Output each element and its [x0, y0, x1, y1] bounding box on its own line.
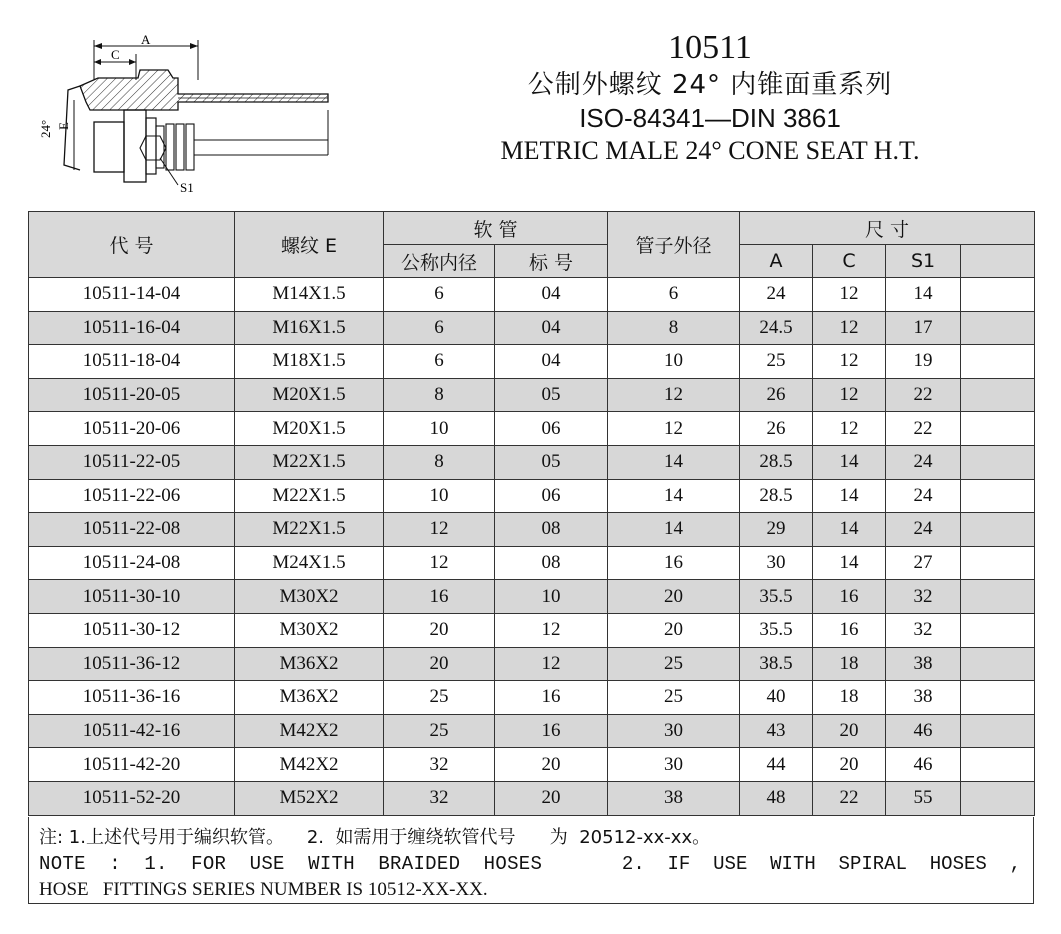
cell-code: 10511-22-05: [29, 445, 235, 479]
cell-thread: M16X1.5: [235, 311, 384, 345]
cell-id: 25: [384, 681, 495, 715]
header-code: 代 号: [29, 212, 235, 278]
cell-code: 10511-24-08: [29, 546, 235, 580]
table-row: [29, 445, 1035, 479]
header-thread: 螺纹 E: [235, 212, 384, 278]
cell-code: 10511-36-12: [29, 647, 235, 681]
cell-mark: 08: [495, 546, 608, 580]
spec-table: [28, 211, 1035, 816]
cell-blank: [961, 479, 1035, 513]
table-row: [29, 781, 1035, 815]
cell-thread: M42X2: [235, 748, 384, 782]
title-block: [420, 28, 1000, 168]
cell-mark: 05: [495, 378, 608, 412]
table-row: [29, 580, 1035, 614]
spec-table-body: [29, 278, 1035, 816]
cell-mark: 04: [495, 345, 608, 379]
cell-a: 25: [740, 345, 813, 379]
cell-c: 16: [813, 613, 886, 647]
dim-c-label: C: [111, 47, 120, 62]
dim-e-label: E: [56, 122, 71, 130]
cell-c: 22: [813, 781, 886, 815]
cell-code: 10511-18-04: [29, 345, 235, 379]
cell-blank: [961, 681, 1035, 715]
note-english-1-right: 2. IF USE WITH SPIRAL HOSES ,: [621, 853, 1021, 875]
note-english-2: HOSE FITTINGS SERIES NUMBER IS 10512-XX-XX.: [39, 879, 488, 900]
cell-mark: 20: [495, 781, 608, 815]
cell-a: 24: [740, 278, 813, 312]
cell-blank: [961, 781, 1035, 815]
cell-od: 14: [608, 513, 740, 547]
cell-blank: [961, 647, 1035, 681]
cell-a: 38.5: [740, 647, 813, 681]
cell-code: 10511-16-04: [29, 311, 235, 345]
cell-c: 14: [813, 445, 886, 479]
dim-s1-label: S1: [180, 180, 194, 195]
cell-c: 12: [813, 311, 886, 345]
cell-id: 12: [384, 513, 495, 547]
cell-thread: M30X2: [235, 580, 384, 614]
cell-od: 20: [608, 580, 740, 614]
cell-a: 35.5: [740, 613, 813, 647]
cell-blank: [961, 714, 1035, 748]
cell-a: 28.5: [740, 445, 813, 479]
cell-blank: [961, 613, 1035, 647]
cell-thread: M20X1.5: [235, 378, 384, 412]
cell-thread: M42X2: [235, 714, 384, 748]
header-hose: 软 管: [384, 212, 608, 245]
cell-s1: 46: [886, 714, 961, 748]
cell-mark: 10: [495, 580, 608, 614]
cell-code: 10511-14-04: [29, 278, 235, 312]
cell-s1: 38: [886, 647, 961, 681]
header-dim-c: C: [813, 245, 886, 278]
cell-a: 26: [740, 378, 813, 412]
cell-a: 35.5: [740, 580, 813, 614]
cell-mark: 20: [495, 748, 608, 782]
cell-s1: 24: [886, 479, 961, 513]
cell-od: 38: [608, 781, 740, 815]
cell-id: 25: [384, 714, 495, 748]
cell-c: 12: [813, 278, 886, 312]
cell-a: 26: [740, 412, 813, 446]
cell-s1: 24: [886, 445, 961, 479]
cell-c: 12: [813, 345, 886, 379]
cell-thread: M18X1.5: [235, 345, 384, 379]
cell-code: 10511-30-10: [29, 580, 235, 614]
cell-c: 20: [813, 714, 886, 748]
note-chinese: 注: 1.上述代号用于编织软管。 2. 如需用于缠绕软管代号 为 20512-xx-xx。: [39, 827, 711, 848]
cell-id: 8: [384, 378, 495, 412]
table-row: [29, 613, 1035, 647]
cell-thread: M24X1.5: [235, 546, 384, 580]
cell-thread: M14X1.5: [235, 278, 384, 312]
cell-s1: 32: [886, 613, 961, 647]
cell-a: 30: [740, 546, 813, 580]
fitting-drawing: [28, 30, 348, 205]
cell-od: 20: [608, 613, 740, 647]
table-row: [29, 479, 1035, 513]
table-row: [29, 345, 1035, 379]
cell-s1: 38: [886, 681, 961, 715]
cell-od: 30: [608, 748, 740, 782]
cell-c: 14: [813, 513, 886, 547]
note-english-1: NOTE : 1. FOR USE WITH BRAIDED HOSES: [39, 853, 543, 875]
header-blank: [961, 245, 1035, 278]
cell-id: 12: [384, 546, 495, 580]
cell-id: 8: [384, 445, 495, 479]
cell-s1: 19: [886, 345, 961, 379]
cell-od: 8: [608, 311, 740, 345]
cell-id: 32: [384, 748, 495, 782]
cell-od: 12: [608, 412, 740, 446]
cell-c: 14: [813, 546, 886, 580]
cell-mark: 04: [495, 278, 608, 312]
table-row: [29, 647, 1035, 681]
cell-c: 12: [813, 378, 886, 412]
cell-mark: 12: [495, 647, 608, 681]
cell-blank: [961, 445, 1035, 479]
cell-a: 44: [740, 748, 813, 782]
cell-code: 10511-52-20: [29, 781, 235, 815]
cell-code: 10511-42-16: [29, 714, 235, 748]
header-hose-mark: 标 号: [495, 245, 608, 278]
cell-mark: 05: [495, 445, 608, 479]
cell-c: 14: [813, 479, 886, 513]
cell-a: 29: [740, 513, 813, 547]
table-row: [29, 681, 1035, 715]
header-dims: 尺 寸: [740, 212, 1035, 245]
table-row: [29, 546, 1035, 580]
cell-code: 10511-36-16: [29, 681, 235, 715]
cell-code: 10511-30-12: [29, 613, 235, 647]
cell-c: 16: [813, 580, 886, 614]
cell-a: 48: [740, 781, 813, 815]
cell-blank: [961, 311, 1035, 345]
product-code: 10511: [668, 29, 752, 66]
cell-mark: 08: [495, 513, 608, 547]
cell-mark: 06: [495, 412, 608, 446]
cell-s1: 46: [886, 748, 961, 782]
table-row: [29, 311, 1035, 345]
header-tube-od: 管子外径: [608, 212, 740, 278]
cell-a: 43: [740, 714, 813, 748]
cell-code: 10511-42-20: [29, 748, 235, 782]
cell-code: 10511-20-05: [29, 378, 235, 412]
angle-label: 24°: [38, 119, 53, 138]
cell-id: 6: [384, 311, 495, 345]
cell-a: 40: [740, 681, 813, 715]
cell-mark: 16: [495, 681, 608, 715]
header-dim-s1: S1: [886, 245, 961, 278]
cell-mark: 16: [495, 714, 608, 748]
cell-od: 14: [608, 445, 740, 479]
chinese-title: 公制外螺纹 24° 内锥面重系列: [527, 70, 893, 100]
notes-box: [28, 817, 1034, 904]
cell-thread: M22X1.5: [235, 479, 384, 513]
cell-od: 25: [608, 681, 740, 715]
cell-id: 10: [384, 412, 495, 446]
cell-blank: [961, 278, 1035, 312]
cell-id: 10: [384, 479, 495, 513]
cell-c: 12: [813, 412, 886, 446]
cell-c: 20: [813, 748, 886, 782]
cell-s1: 27: [886, 546, 961, 580]
cell-s1: 55: [886, 781, 961, 815]
cell-blank: [961, 345, 1035, 379]
cell-s1: 32: [886, 580, 961, 614]
cell-od: 16: [608, 546, 740, 580]
cell-c: 18: [813, 647, 886, 681]
table-row: [29, 513, 1035, 547]
cell-id: 6: [384, 345, 495, 379]
cell-mark: 06: [495, 479, 608, 513]
cell-s1: 24: [886, 513, 961, 547]
dim-a-label: A: [141, 32, 151, 47]
cell-mark: 12: [495, 613, 608, 647]
cell-blank: [961, 513, 1035, 547]
cell-blank: [961, 580, 1035, 614]
cell-id: 16: [384, 580, 495, 614]
cell-s1: 22: [886, 412, 961, 446]
cell-od: 30: [608, 714, 740, 748]
cell-od: 14: [608, 479, 740, 513]
cell-od: 6: [608, 278, 740, 312]
table-row: [29, 714, 1035, 748]
table-row: [29, 278, 1035, 312]
cell-thread: M20X1.5: [235, 412, 384, 446]
table-row: [29, 412, 1035, 446]
cell-od: 10: [608, 345, 740, 379]
cell-thread: M36X2: [235, 647, 384, 681]
header-hose-id: 公称内径: [384, 245, 495, 278]
cell-a: 28.5: [740, 479, 813, 513]
cell-blank: [961, 748, 1035, 782]
cell-code: 10511-22-08: [29, 513, 235, 547]
cell-id: 20: [384, 613, 495, 647]
cell-s1: 22: [886, 378, 961, 412]
cell-thread: M22X1.5: [235, 445, 384, 479]
english-title: METRIC MALE 24° CONE SEAT H.T.: [500, 136, 920, 165]
cell-a: 24.5: [740, 311, 813, 345]
cell-id: 6: [384, 278, 495, 312]
cell-c: 18: [813, 681, 886, 715]
cell-blank: [961, 378, 1035, 412]
standard-title: ISO-84341—DIN 3861: [579, 103, 841, 133]
cell-thread: M36X2: [235, 681, 384, 715]
cell-code: 10511-20-06: [29, 412, 235, 446]
cell-od: 25: [608, 647, 740, 681]
cell-s1: 14: [886, 278, 961, 312]
cell-id: 20: [384, 647, 495, 681]
cell-blank: [961, 546, 1035, 580]
header-dim-a: A: [740, 245, 813, 278]
cell-id: 32: [384, 781, 495, 815]
cell-od: 12: [608, 378, 740, 412]
cell-thread: M52X2: [235, 781, 384, 815]
cell-blank: [961, 412, 1035, 446]
cell-thread: M30X2: [235, 613, 384, 647]
cell-s1: 17: [886, 311, 961, 345]
cell-thread: M22X1.5: [235, 513, 384, 547]
cell-mark: 04: [495, 311, 608, 345]
cell-code: 10511-22-06: [29, 479, 235, 513]
table-row: [29, 378, 1035, 412]
table-row: [29, 748, 1035, 782]
